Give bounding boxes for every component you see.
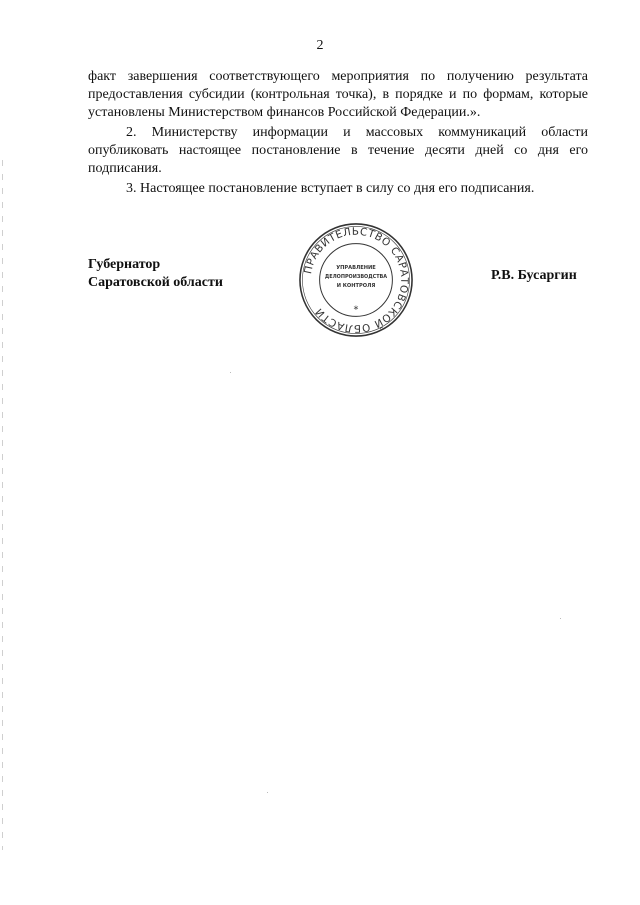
signatory-position-line2: Саратовской области xyxy=(88,275,223,290)
seal-ring-textpath: ПРАВИТЕЛЬСТВО САРАТОВСКОЙ ОБЛАСТИ xyxy=(302,225,411,335)
body-text xyxy=(88,68,588,198)
scan-speck xyxy=(560,618,561,619)
scan-speck xyxy=(267,792,268,793)
paragraph-continuation: факт завершения соответствующего мероприятия по получению результата предоставления субсидии (контрольная точка), в порядке и по формам, которые установлены Министерством финансов Российской Федерации.». xyxy=(88,69,588,120)
seal-star: * xyxy=(353,304,359,316)
paragraph-item-3: 3. Настоящее постановление вступает в силу со дня его подписания. xyxy=(126,181,535,196)
seal-center-line3: И КОНТРОЛЯ xyxy=(336,282,376,289)
scan-speck xyxy=(230,372,231,373)
official-seal-stamp xyxy=(297,221,415,339)
seal-center-line1: УПРАВЛЕНИЕ xyxy=(336,265,376,272)
signatory-name: Р.В. Бусаргин xyxy=(491,268,577,283)
signatory-position-line1: Губернатор xyxy=(88,257,161,272)
seal-center-line2: ДЕЛОПРОИЗВОДСТВА xyxy=(324,274,388,281)
signatory-position xyxy=(88,256,223,292)
paragraph-item-2: 2. Министерству информации и массовых коммуникаций области опубликовать настоящее постановление в течение десяти дней со дня его подписания. xyxy=(88,125,588,176)
scan-edge-artifact xyxy=(2,160,3,850)
page-number: 2 xyxy=(316,38,324,53)
